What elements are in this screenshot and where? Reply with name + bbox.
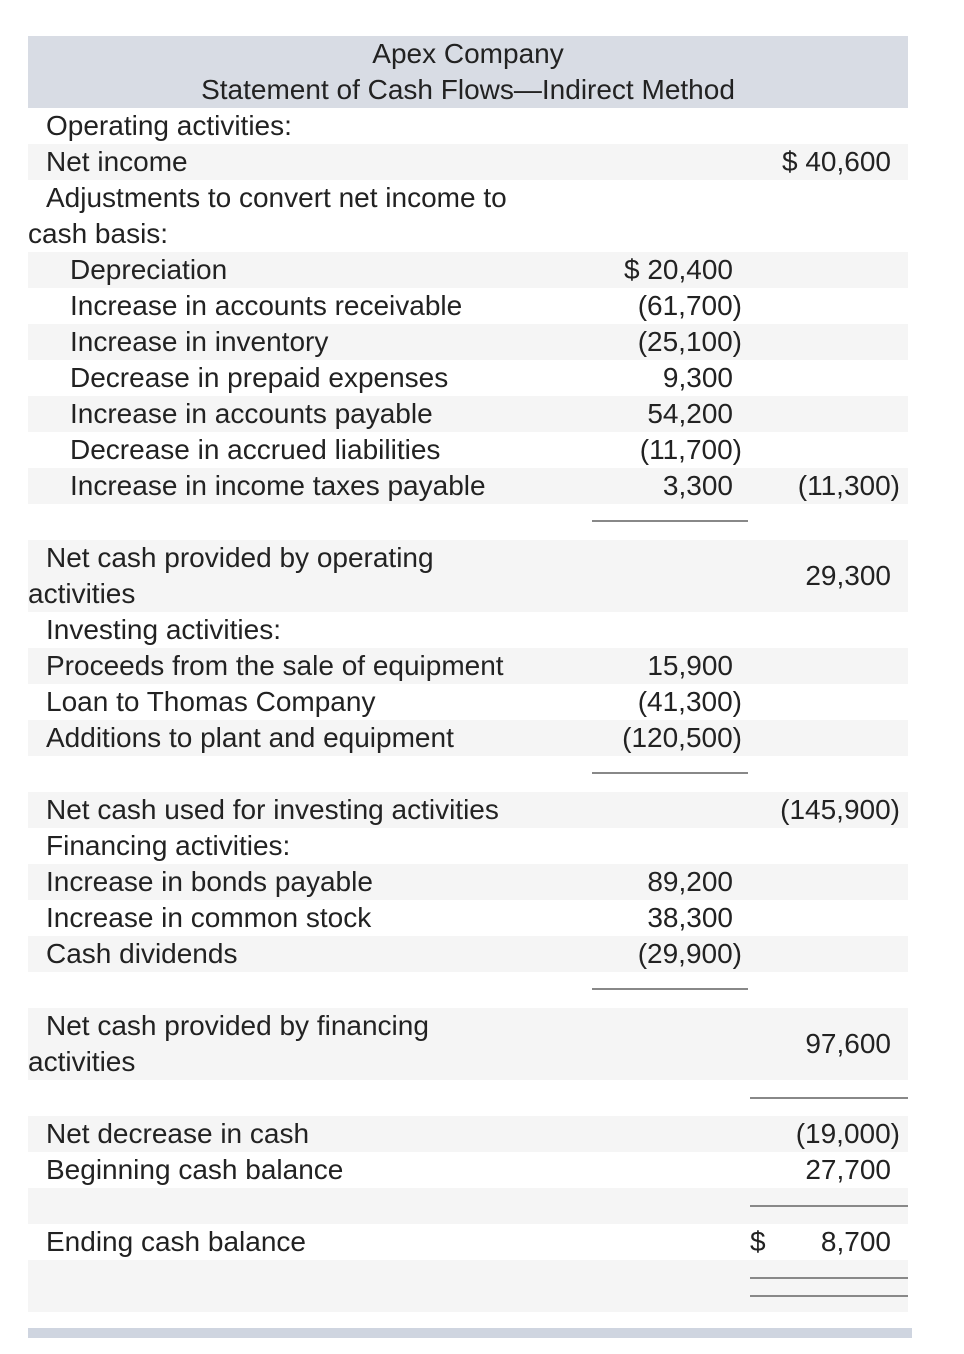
- table-row: [28, 180, 908, 252]
- table-row: [28, 792, 908, 828]
- underline-rule: [592, 520, 748, 522]
- table-row: [28, 1116, 908, 1152]
- row-label: Cash dividends: [46, 938, 238, 969]
- dollar-sign: $: [750, 1226, 766, 1257]
- amount-total: (19,000): [795, 1118, 900, 1149]
- amount-subtotal: $ 20,400: [624, 254, 733, 285]
- row-label: Investing activities:: [46, 614, 281, 645]
- amount-subtotal: 54,200: [647, 398, 733, 429]
- amount-subtotal: 9,300: [662, 362, 733, 393]
- amount-subtotal: 89,200: [647, 866, 733, 897]
- underline-rule: [750, 1097, 908, 1099]
- table-row: [28, 828, 908, 864]
- row-label: Additions to plant and equipment: [46, 722, 454, 753]
- row-label: Ending cash balance: [46, 1226, 306, 1257]
- row-label: Beginning cash balance: [46, 1154, 344, 1185]
- row-label: Net cash provided by financing: [46, 1010, 429, 1041]
- amount-subtotal: (11,700): [639, 434, 742, 465]
- table-row: [28, 252, 908, 288]
- amount-subtotal: 3,300: [662, 470, 733, 501]
- table-row: [28, 900, 908, 936]
- amount-total: 27,700: [805, 1154, 891, 1185]
- table-row: [28, 540, 908, 612]
- table-row: [28, 468, 908, 504]
- underline-rule: [592, 772, 748, 774]
- amount-subtotal: 38,300: [647, 902, 733, 933]
- row-label: Operating activities:: [46, 110, 292, 141]
- table-row: [28, 360, 908, 396]
- row-label: Loan to Thomas Company: [46, 686, 376, 717]
- row-label: Increase in accounts payable: [70, 398, 433, 429]
- shaded-spacer: [28, 1260, 908, 1312]
- table-row: [28, 108, 908, 144]
- table-row: [28, 1152, 908, 1188]
- underline-rule: [592, 988, 748, 990]
- row-label: Net cash provided by operating: [46, 542, 434, 573]
- row-label: Financing activities:: [46, 830, 291, 861]
- underline-rule: [750, 1205, 908, 1207]
- row-label: Increase in bonds payable: [46, 866, 373, 897]
- row-label: Increase in income taxes payable: [70, 470, 486, 501]
- row-label: Decrease in accrued liabilities: [70, 434, 441, 465]
- table-row: [28, 432, 908, 468]
- table-row: [28, 612, 908, 648]
- amount-total: (11,300): [797, 470, 900, 501]
- table-row: [28, 324, 908, 360]
- underline-rule: [750, 1295, 908, 1297]
- table-row: [28, 144, 908, 180]
- table-row: [28, 864, 908, 900]
- amount-subtotal: (120,500): [622, 722, 742, 753]
- bottom-bar: [28, 1328, 912, 1338]
- table-row: [28, 936, 908, 972]
- amount-total: $ 40,600: [782, 146, 891, 177]
- amount-subtotal: 15,900: [647, 650, 733, 681]
- row-label: Decrease in prepaid expenses: [70, 362, 449, 393]
- table-row: [28, 288, 908, 324]
- statement-title: Statement of Cash Flows—Indirect Method: [201, 74, 735, 105]
- table-row: [28, 720, 908, 756]
- row-label-continued: cash basis:: [28, 218, 169, 249]
- table-row: [28, 684, 908, 720]
- row-label-continued: activities: [28, 578, 136, 609]
- row-label: Net cash used for investing activities: [46, 794, 499, 825]
- row-label: Net income: [46, 146, 188, 177]
- row-label-continued: activities: [28, 1046, 136, 1077]
- row-label: Proceeds from the sale of equipment: [46, 650, 504, 681]
- row-label: Adjustments to convert net income to: [46, 182, 507, 213]
- amount-subtotal: (29,900): [637, 938, 742, 969]
- statement-header: [28, 36, 908, 108]
- amount-subtotal: (25,100): [637, 326, 742, 357]
- row-label: Increase in accounts receivable: [70, 290, 463, 321]
- underline-rule: [750, 1277, 908, 1279]
- table-row: [28, 1008, 908, 1080]
- amount-subtotal: (41,300): [637, 686, 742, 717]
- row-label: Increase in inventory: [70, 326, 329, 357]
- amount-total: 97,600: [805, 1028, 891, 1059]
- amount-total: (145,900): [780, 794, 900, 825]
- row-label: Net decrease in cash: [46, 1118, 310, 1149]
- row-label: Increase in common stock: [46, 902, 372, 933]
- amount-subtotal: (61,700): [637, 290, 742, 321]
- company-name: Apex Company: [372, 38, 564, 69]
- amount-total: 29,300: [805, 560, 891, 591]
- row-label: Depreciation: [70, 254, 228, 285]
- table-row: [28, 1224, 908, 1260]
- table-row: [28, 396, 908, 432]
- table-row: [28, 648, 908, 684]
- amount-total: 8,700: [820, 1226, 891, 1257]
